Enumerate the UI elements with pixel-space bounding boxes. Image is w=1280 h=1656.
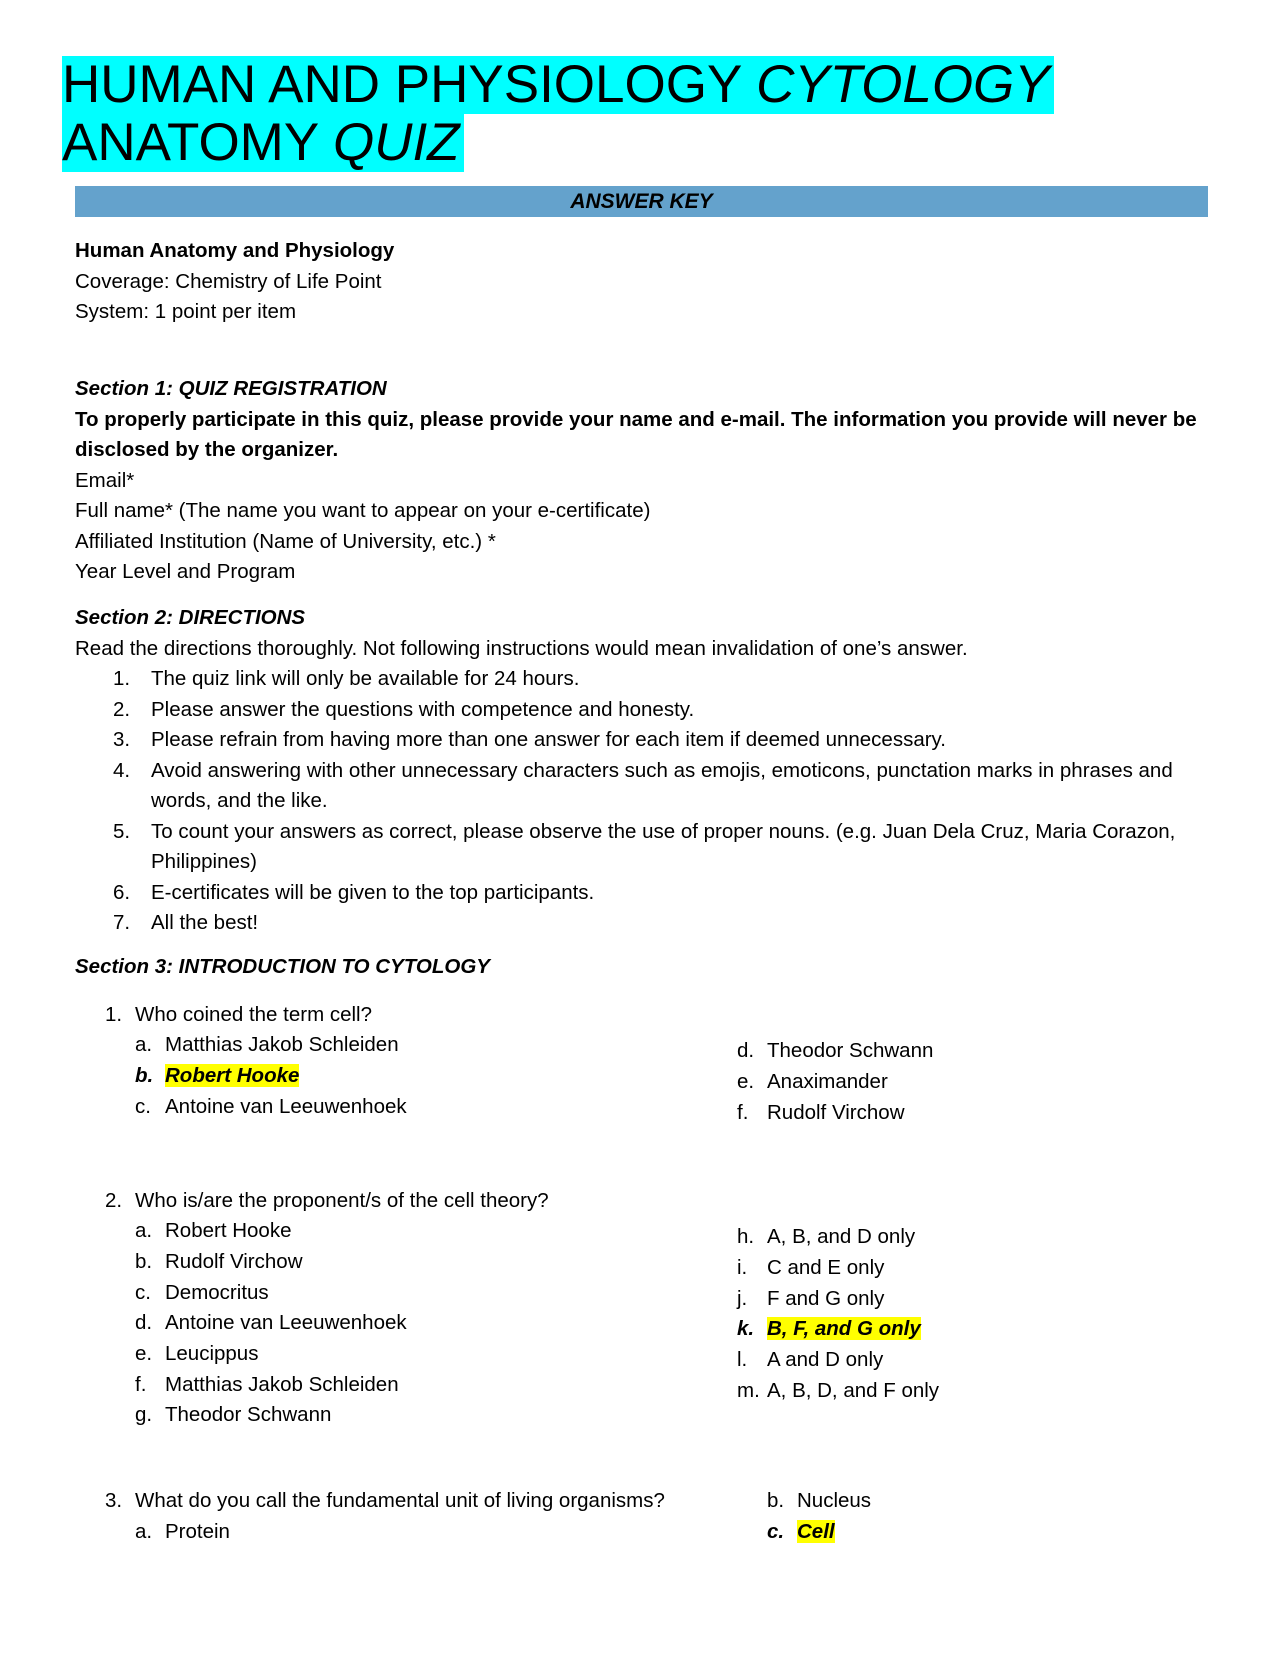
- question-3: [105, 1486, 665, 1517]
- item-number: 2.: [113, 697, 131, 721]
- option: [135, 1216, 291, 1247]
- option-text: Leucippus: [165, 1342, 259, 1365]
- field-full-name: Full name* (The name you want to appear on your e-certificate): [75, 499, 651, 522]
- option-text: C and E only: [767, 1256, 885, 1279]
- question-text: Who is/are the proponent/s of the cell theory?: [135, 1189, 549, 1212]
- option: [135, 1339, 258, 1370]
- list-item: [75, 756, 1215, 817]
- item-number: 7.: [113, 911, 131, 934]
- option: [135, 1370, 399, 1401]
- option-text: A and D only: [767, 1348, 884, 1371]
- directions-list: [75, 664, 1215, 939]
- option: [737, 1376, 939, 1407]
- quiz-info: [75, 236, 395, 328]
- question-number: 3.: [105, 1489, 123, 1512]
- option: [135, 1092, 407, 1123]
- answer-key-banner: [75, 186, 1208, 217]
- option: [737, 1253, 884, 1284]
- option-text-highlighted: B, F, and G only: [767, 1317, 921, 1340]
- option-text-highlighted: Cell: [797, 1520, 835, 1543]
- option-letter: i.: [737, 1256, 748, 1279]
- item-number: 1.: [113, 667, 131, 690]
- option-text: Antoine van Leeuwenhoek: [165, 1095, 407, 1118]
- question-number: 2.: [105, 1189, 123, 1212]
- option-letter: a.: [135, 1219, 153, 1242]
- option-letter: b.: [767, 1489, 785, 1512]
- option: [135, 1517, 230, 1548]
- option-text: Theodor Schwann: [165, 1403, 332, 1426]
- quiz-subject: Human Anatomy and Physiology: [75, 239, 395, 262]
- option: [737, 1098, 905, 1129]
- option-text-highlighted: Robert Hooke: [165, 1064, 300, 1087]
- field-institution: Affiliated Institution (Name of University, etc.) *: [75, 529, 496, 553]
- option-letter: c.: [135, 1095, 151, 1118]
- field-email: Email*: [75, 468, 135, 492]
- option-text: A, B, D, and F only: [767, 1379, 940, 1402]
- option: [737, 1222, 915, 1253]
- item-number: 6.: [113, 880, 131, 904]
- option-text: Nucleus: [797, 1489, 872, 1512]
- option-text: Rudolf Virchow: [165, 1250, 303, 1273]
- option-letter: d.: [737, 1039, 755, 1062]
- option-correct: [135, 1061, 299, 1092]
- option-letter: e.: [737, 1070, 755, 1093]
- option-text: A, B, and D only: [767, 1225, 916, 1248]
- option-letter: a.: [135, 1520, 153, 1543]
- option-correct: [737, 1314, 921, 1345]
- option: [135, 1400, 331, 1431]
- option-letter: j.: [737, 1287, 748, 1310]
- field-year-level: Year Level and Program: [75, 560, 296, 583]
- quiz-coverage: Coverage: Chemistry of Life Point System: 1 point per item: [75, 269, 382, 323]
- option-letter: h.: [737, 1225, 755, 1248]
- option: [737, 1284, 884, 1315]
- list-item: [75, 817, 1215, 878]
- option: [767, 1486, 871, 1517]
- title-text-italic: CYTOLOGY: [756, 55, 1050, 114]
- option: [737, 1345, 883, 1376]
- option-text: Robert Hooke: [165, 1219, 292, 1242]
- option-text: Matthias Jakob Schleiden: [165, 1373, 399, 1396]
- title-text: ANATOMY: [62, 113, 333, 172]
- section-registration: [75, 374, 1215, 588]
- option-letter: c.: [135, 1281, 151, 1304]
- option-letter: d.: [135, 1311, 153, 1334]
- item-number: 3.: [113, 728, 131, 751]
- option-letter: c.: [767, 1520, 785, 1543]
- directions-intro: Read the directions thoroughly. Not following instructions would mean invalidation of one’s answer.: [75, 636, 968, 660]
- question-text: What do you call the fundamental unit of living organisms?: [135, 1489, 665, 1512]
- item-number: 4.: [113, 758, 131, 782]
- option: [135, 1308, 407, 1339]
- question-2: [105, 1186, 549, 1217]
- item-text: To count your answers as correct, please observe the use of proper nouns. (e.g. Juan Dela Cruz, Maria Corazon, Philippines): [151, 819, 1176, 873]
- option-letter: a.: [135, 1033, 153, 1056]
- privacy-notice: To properly participate in this quiz, please provide your name and e-mail. The information you provide will never be disclosed by the organizer.: [75, 407, 1197, 461]
- item-text: Please refrain from having more than one answer for each item if deemed unnecessary.: [151, 728, 946, 751]
- option-letter: g.: [135, 1403, 153, 1426]
- list-item: [75, 908, 1215, 939]
- option-letter: f.: [737, 1101, 749, 1124]
- option-letter: b.: [135, 1250, 153, 1273]
- option-text: Theodor Schwann: [767, 1039, 934, 1062]
- option-text: Democritus: [165, 1281, 269, 1304]
- option-letter: k.: [737, 1317, 755, 1340]
- question-number: 1.: [105, 1003, 123, 1026]
- option-text: Rudolf Virchow: [767, 1101, 905, 1124]
- option: [135, 1247, 303, 1278]
- option-text: Protein: [165, 1520, 230, 1543]
- option-letter: m.: [737, 1379, 760, 1402]
- title-line-2: [62, 114, 464, 172]
- title-text: HUMAN AND PHYSIOLOGY: [62, 55, 757, 114]
- item-text: The quiz link will only be available for 24 hours.: [151, 667, 580, 690]
- option-text: Matthias Jakob Schleiden: [165, 1033, 399, 1056]
- option: [737, 1067, 888, 1098]
- option-text: Anaximander: [767, 1070, 888, 1093]
- question-1: [105, 1000, 372, 1031]
- title-line-1: [62, 56, 1054, 114]
- option-letter: e.: [135, 1342, 153, 1365]
- item-number: 5.: [113, 819, 131, 843]
- list-item: [75, 878, 1215, 909]
- section-heading: Section 2: DIRECTIONS: [75, 606, 306, 629]
- item-text: E-certificates will be given to the top participants.: [151, 880, 595, 904]
- option-letter: l.: [737, 1348, 748, 1371]
- section-heading: Section 1: QUIZ REGISTRATION: [75, 377, 387, 400]
- list-item: [75, 664, 1215, 695]
- answer-key-label: ANSWER KEY: [570, 190, 713, 213]
- section-heading-cytology: Section 3: INTRODUCTION TO CYTOLOGY: [75, 955, 490, 978]
- option: [135, 1030, 399, 1061]
- question-text: Who coined the term cell?: [135, 1003, 373, 1026]
- option: [135, 1278, 269, 1309]
- document-title: [62, 56, 1054, 172]
- option-letter: b.: [135, 1064, 154, 1087]
- option-text: F and G only: [767, 1287, 885, 1310]
- option: [737, 1036, 933, 1067]
- section-directions: [75, 603, 1215, 939]
- item-text: All the best!: [151, 911, 259, 934]
- title-text-italic: QUIZ: [332, 113, 460, 172]
- item-text: Avoid answering with other unnecessary characters such as emojis, emoticons, punctation marks in phrases and words, and the like.: [151, 758, 1173, 812]
- list-item: [75, 695, 1215, 726]
- option-correct: [767, 1517, 835, 1548]
- option-text: Antoine van Leeuwenhoek: [165, 1311, 407, 1334]
- option-letter: f.: [135, 1373, 147, 1396]
- list-item: [75, 725, 1215, 756]
- item-text: Please answer the questions with competence and honesty.: [151, 697, 695, 721]
